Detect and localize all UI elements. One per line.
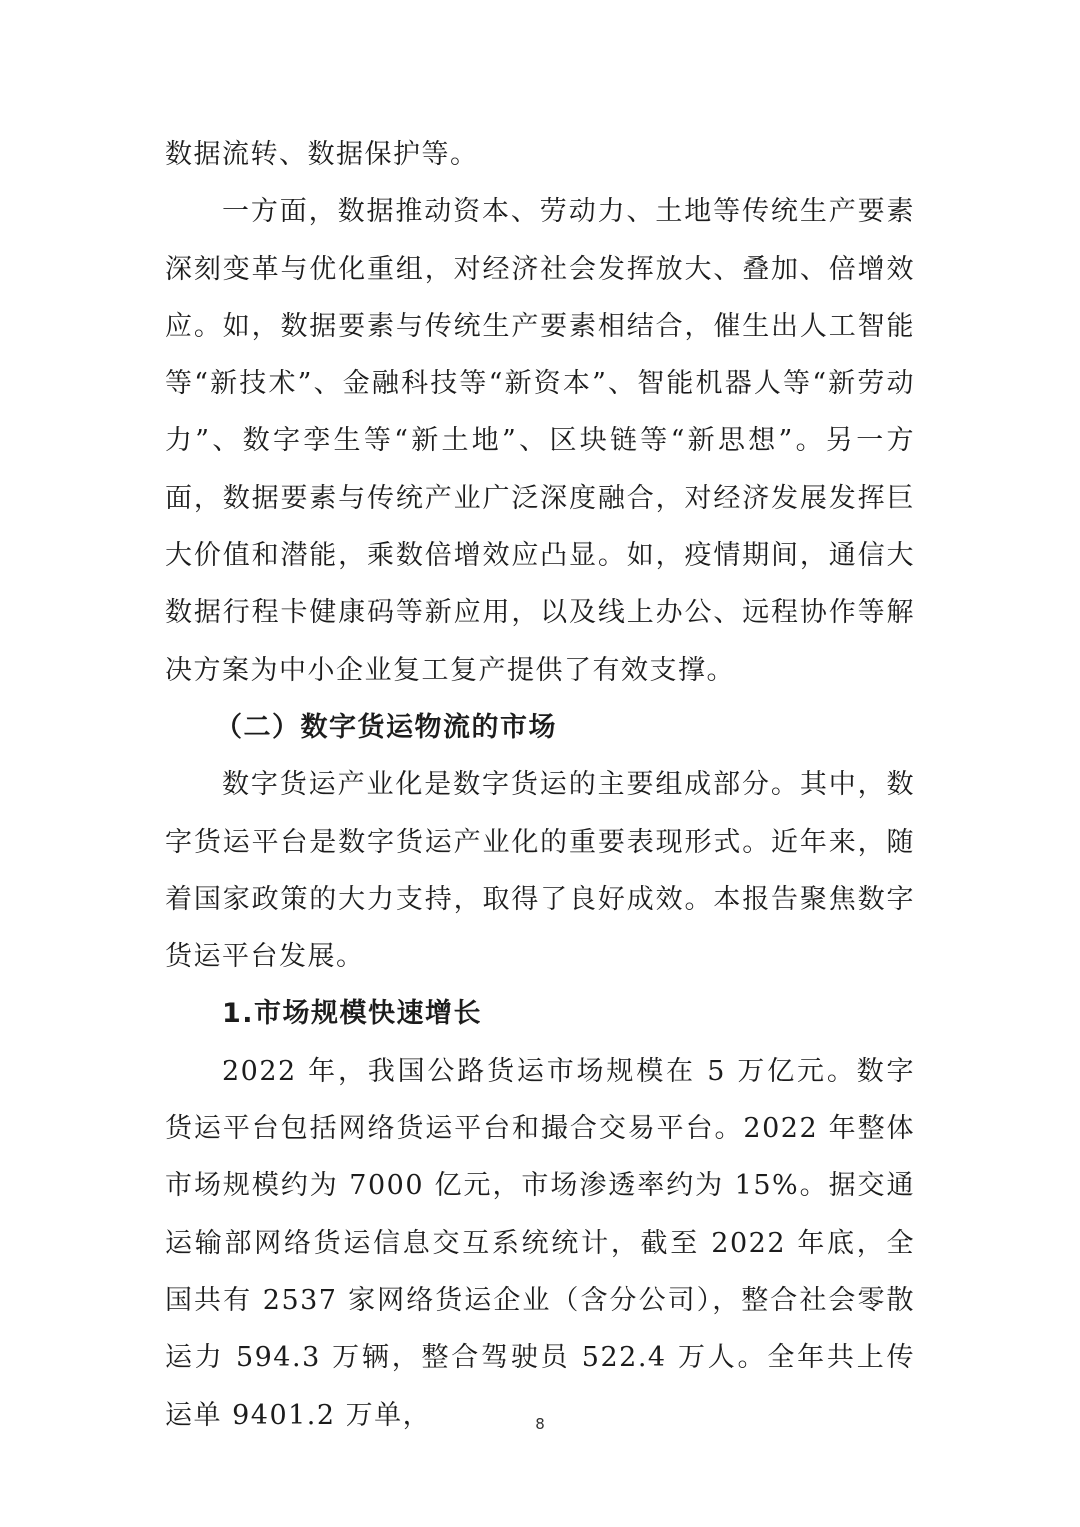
section-heading: （二）数字货运物流的市场 [215, 711, 557, 743]
page-number: 8 [535, 1415, 545, 1433]
paragraph-data-effects: 一方面，数据推动资本、劳动力、土地等传统生产要素深刻变革与优化重组，对经济社会发挥放大、叠加、倍增效应。如，数据要素与传统生产要素相结合，催生出人工智能等“新技术”、金融科技等“新资本”、智能机器人等“新劳动力”、数字孪生等“新土地”、区块链等“新思想”。另一方面，数据要素与传统产业广泛深度融合，对经济发展发挥巨大价值和潜能，乘数倍增效应凸显。如，疫情期间，通信大数据行程卡健康码等新应用，以及线上办公、远程协作等解决方案为中小企业复工复产提供了有效支撑。 [165, 196, 915, 686]
subsection-heading: 1.市场规模快速增长 [222, 998, 483, 1030]
document-body [165, 126, 915, 1444]
paragraph-continuation: 数据流转、数据保护等。 [165, 139, 479, 170]
paragraph-market-scale: 2022 年，我国公路货运市场规模在 5 万亿元。数字货运平台包括网络货运平台和撮合交易平台。2022 年整体市场规模约为 7000 亿元，市场渗透率约为 15%。据交通运输部网络货运信息交互系统统计，截至 2022 年底，全国共有 2537 家网络货运企业（含分公司），整合社会零散运力 594.3 万辆，整合驾驶员 522.4 万人。全年共上传运单 9401.2 万单， [165, 1055, 915, 1431]
paragraph-digital-freight: 数字货运产业化是数字货运的主要组成部分。其中，数字货运平台是数字货运产业化的重要表现形式。近年来，随着国家政策的大力支持，取得了良好成效。本报告聚焦数字货运平台发展。 [165, 769, 915, 973]
